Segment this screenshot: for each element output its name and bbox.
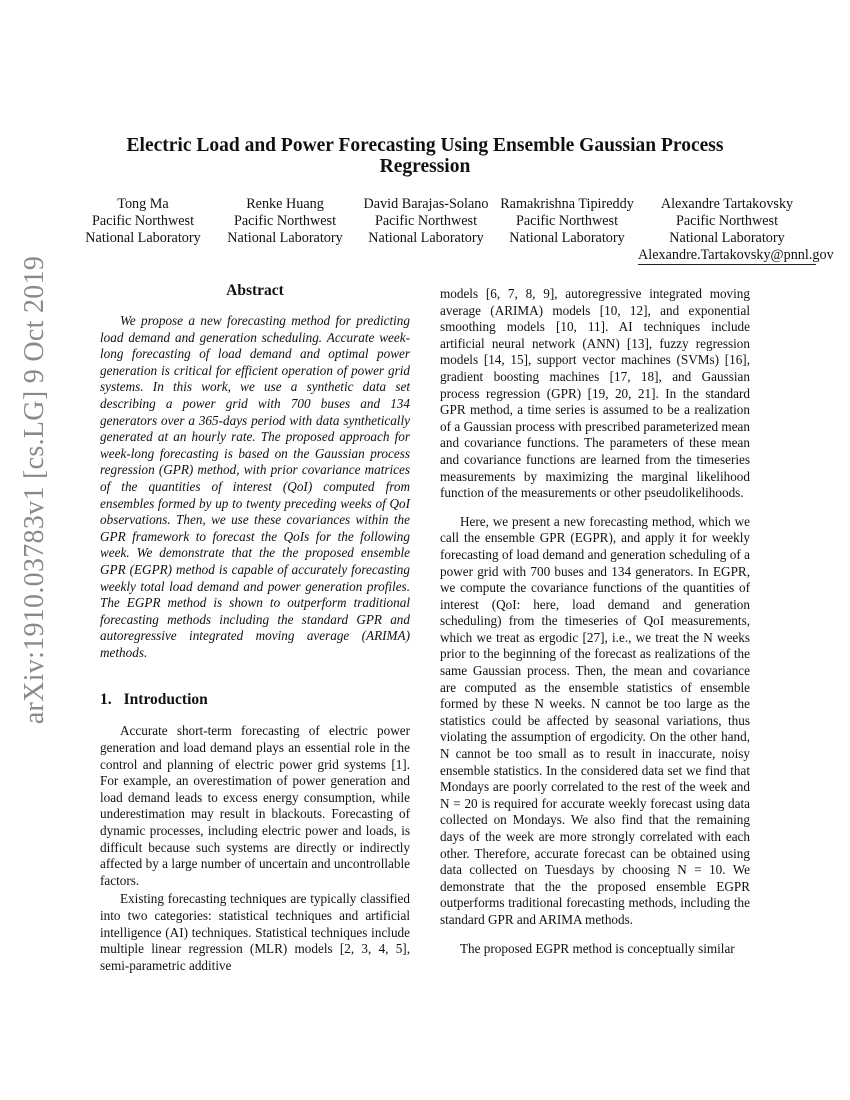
intro-paragraph: Existing forecasting techniques are typically classified into two categories: statistical techniques and artificial intelligence (AI) techniques. Statistical techniques include multiple linear regression (MLR) models [2, 3, 4, 5], semi-parametric additive	[100, 891, 410, 973]
author-affiliation: Pacific Northwest	[374, 213, 478, 229]
arxiv-stamp	[8, 255, 62, 725]
paper-title: Electric Load and Power Forecasting Using Ensemble Gaussian Process Regression	[126, 135, 724, 177]
author-affiliation: National Laboratory	[368, 230, 484, 246]
author-affiliation: National Laboratory	[669, 230, 785, 246]
author-affiliation: National Laboratory	[227, 230, 343, 246]
section-title: Introduction	[123, 691, 208, 709]
abstract-text: We propose a new forecasting method for predicting load demand and generation scheduling. Accurate week-long forecasting of load demand and optimal power generation is critical for efficient operation of power grid systems. In this work, we use a synthetic data set describing a power grid with 700 buses and 134 generators over a 365-days period with data synthetically generated at an hourly rate. The proposed approach for week-long forecasting is based on the Gaussian process regression (GPR) method, with prior covariance matrices of the quantities of interest (QoI) computed from ensembles formed by up to twenty preceding weeks of QoI observations. Then, we use these covariances within the GPR framework to forecast the QoIs for the following week. We demonstrate that the the proposed ensemble GPR (EGPR) method is capable of accurately forecasting weekly total load demand and power generation profiles. The EGPR method is shown to outperform traditional forecasting methods including the standard GPR and autoregressive integrated moving average (ARIMA) methods.	[100, 313, 410, 660]
author-affiliation: Pacific Northwest	[233, 213, 337, 229]
section-number: 1.	[100, 691, 112, 709]
left-column	[100, 282, 410, 974]
author-block	[638, 196, 834, 265]
author-email-link[interactable]: Alexandre.Tartakovsky@pnnl.gov	[638, 247, 834, 263]
author-block	[497, 196, 637, 247]
section-heading-introduction	[100, 691, 410, 709]
author-name: David Barajas-Solano	[363, 196, 489, 212]
author-affiliation: Pacific Northwest	[91, 213, 195, 229]
body-paragraph: The proposed EGPR method is conceptually similar	[460, 940, 735, 956]
author-name: Tong Ma	[117, 196, 169, 212]
author-affiliation: Pacific Northwest	[675, 213, 779, 229]
body-paragraph: models [6, 7, 8, 9], autoregressive integrated moving average (ARIMA) models [10, 12], and exponential smoothing models [10, 11]. AI techniques include artificial neural network (ANN) [13], fuzzy regression models [14, 15], support vector machines (SVMs) [16], gradient boosting machines [17, 18], and Gaussian process regression (GPR) [19, 20, 21]. In the standard GPR method, a time series is assumed to be a realization of a Gaussian process with prescribed parameterized mean and covariance functions. The parameters of these mean and covariance functions are learned from the timeseries measurements by maximizing the marginal likelihood function of the measurements or other pseudolikelihoods.	[440, 286, 750, 501]
author-name: Renke Huang	[246, 196, 324, 212]
author-affiliation: National Laboratory	[509, 230, 625, 246]
arxiv-stamp-text: arXiv:1910.03783v1 [cs.LG] 9 Oct 2019	[19, 255, 50, 725]
author-name: Ramakrishna Tipireddy	[500, 196, 634, 212]
author-block	[215, 196, 355, 247]
author-affiliation: National Laboratory	[85, 230, 201, 246]
author-block	[73, 196, 213, 247]
abstract-heading: Abstract	[226, 282, 284, 299]
right-column	[440, 286, 750, 957]
author-name: Alexandre Tartakovsky	[660, 196, 794, 212]
author-block	[356, 196, 496, 247]
intro-paragraph: Accurate short-term forecasting of electric power generation and load demand plays an essential role in the control and planning of electric power grid systems [1]. For example, an overestimation of power generation and load demand leads to excess energy consumption, while underestimation may result in blackouts. Forecasting of dynamic processes, including electric power and loads, is difficult because such systems are directly or indirectly affected by a large number of uncertain and uncontrollable factors.	[100, 723, 410, 888]
body-paragraph: Here, we present a new forecasting method, which we call the ensemble GPR (EGPR), and apply it for weekly forecasting of load demand and generation scheduling of a power grid with 700 buses and 134 generators. In EGPR, we compute the covariance functions of the quantities of interest (QoI: here, load demand and generation scheduling) from the timeseries of QoI measurements, which we treat as ergodic [27], i.e., we treat the N weeks prior to the beginning of the forecast as realizations of the same Gaussian process. Then, the mean and covariance are computed as the ensemble statistics of ensemble formed by these N weeks. N cannot be too large as the statistics could be affected by seasonal variations, thus violating the assumption of ergodicity. On the other hand, N cannot be too small as to result in inaccurate, noisy ensemble statistics. In the considered data set we find that Mondays are poorly correlated to the rest of the week and N = 20 is required for accurate weekly forecast using data collected on Mondays. We also find that the remaining days of the week are more strongly correlated with each other. Therefore, accurate forecast can be obtained using data collected on Tuesdays by choosing N = 10. We demonstrate that the the proposed ensemble EGPR outperforms traditional forecasting methods, including the standard GPR and ARIMA methods.	[440, 513, 750, 927]
author-affiliation: Pacific Northwest	[515, 213, 619, 229]
